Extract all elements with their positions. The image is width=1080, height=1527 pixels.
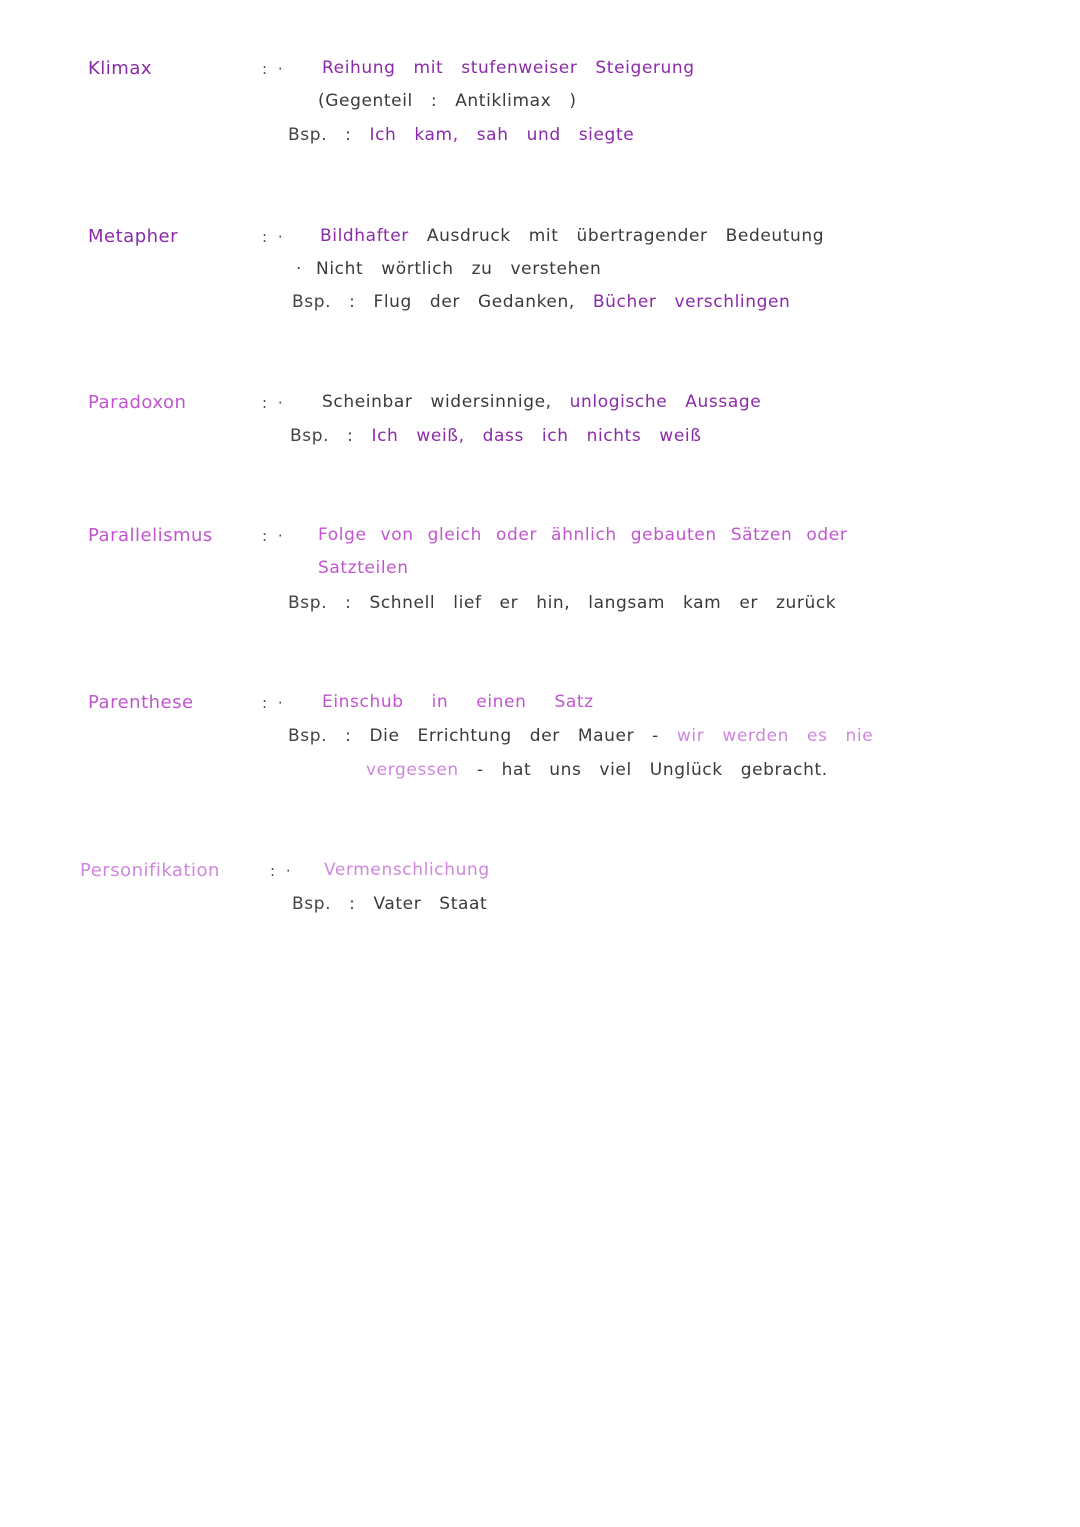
bsp-label: Bsp. : <box>292 292 356 312</box>
example-text: Schnell lief er hin, langsam kam er zurück <box>369 593 837 613</box>
example-text: Vater Staat <box>373 894 488 914</box>
definition-line-2: (Gegenteil : Antiklimax ) <box>318 91 577 111</box>
bullet-icon: · <box>296 259 303 279</box>
definition-line-1: Folge von gleich oder ähnlich gebauten Sätzen oder <box>318 525 848 545</box>
example-text-b: wir werden es nie <box>676 726 874 746</box>
example-line <box>288 125 634 145</box>
definition-line-1: Reihung mit stufenweiser Steigerung <box>322 58 695 78</box>
example-text: Ich weiß, dass ich nichts weiß <box>371 426 702 446</box>
definition-line-2 <box>296 259 601 279</box>
bsp-label: Bsp. : <box>288 593 352 613</box>
example-text-c: vergessen <box>366 760 459 780</box>
example-text-a: Flug der Gedanken, <box>373 292 575 312</box>
term-klimax: Klimax <box>88 58 153 79</box>
term-parenthese: Parenthese <box>88 692 194 713</box>
colon-marker: : · <box>262 394 286 412</box>
term-personifikation: Personifikation <box>80 860 220 881</box>
definition-text: Nicht wörtlich zu verstehen <box>316 259 602 279</box>
colon-marker: : · <box>262 60 286 78</box>
definition-rest: Ausdruck mit übertragender Bedeutung <box>426 226 825 246</box>
example-line-2 <box>366 760 828 780</box>
colon-marker: : · <box>262 694 286 712</box>
example-text-a: Die Errichtung der Mauer - <box>369 726 659 746</box>
definition-line-1 <box>320 226 824 246</box>
example-text-b: Bücher verschlingen <box>592 292 791 312</box>
bsp-label: Bsp. : <box>288 125 352 145</box>
example-line <box>288 593 836 613</box>
definition-line-2: Satzteilen <box>318 558 409 578</box>
example-line-1 <box>288 726 873 746</box>
term-metapher: Metapher <box>88 226 179 247</box>
definition-line-1: Vermenschlichung <box>324 860 490 880</box>
bsp-label: Bsp. : <box>288 726 352 746</box>
colon-marker: : · <box>262 228 286 246</box>
example-line <box>292 894 487 914</box>
colon-marker: : · <box>270 862 294 880</box>
definition-term-part: Bildhafter <box>320 226 409 246</box>
definition-line-1 <box>322 392 761 412</box>
example-line <box>292 292 790 312</box>
term-parallelismus: Parallelismus <box>88 525 213 546</box>
definition-text-b: unlogische Aussage <box>569 392 762 412</box>
bsp-label: Bsp. : <box>292 894 356 914</box>
term-paradoxon: Paradoxon <box>88 392 187 413</box>
example-text: Ich kam, sah und siegte <box>369 125 635 145</box>
definition-line-1: Einschub in einen Satz <box>322 692 594 712</box>
colon-marker: : · <box>262 527 286 545</box>
bsp-label: Bsp. : <box>290 426 354 446</box>
definition-text-a: Scheinbar widersinnige, <box>322 392 552 412</box>
example-text-d: - hat uns viel Unglück gebracht. <box>476 760 828 780</box>
example-line <box>290 426 702 446</box>
